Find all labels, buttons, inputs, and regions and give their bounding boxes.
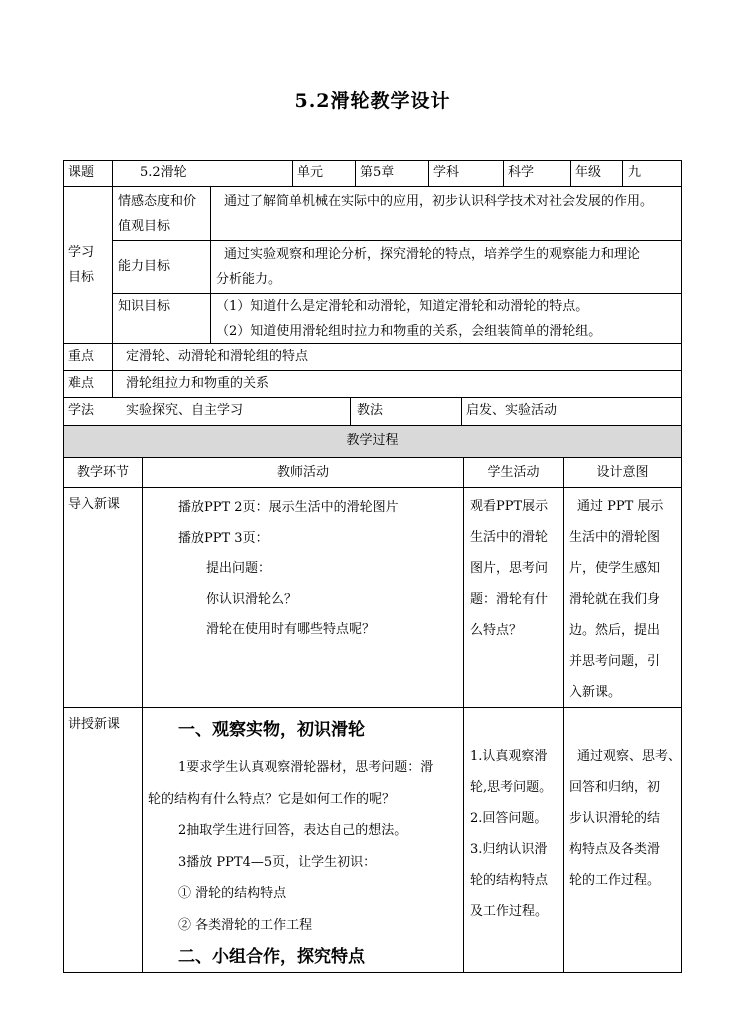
table-border [63,972,682,973]
difficulty-label: 难点 [68,376,95,391]
student-line: 轮,思考问题。 [470,780,553,795]
student-line: 图片，思考问 [470,561,549,576]
col-stage-header: 教学环节 [76,465,129,480]
teacher-line: 轮的结构有什么特点？它是如何工作的呢？ [148,791,396,807]
col-student-header: 学生活动 [487,465,540,480]
student-line: 及工作过程。 [470,904,549,919]
ability-goal-text [216,242,640,292]
teaching-method-label: 教法 [357,403,384,418]
intent-line: 构特点及各类滑 [569,842,661,857]
section-heading: 二、小组合作，探究特点 [178,947,365,967]
teacher-line: ① 滑轮的结构特点 [178,886,287,901]
teacher-line: 播放PPT 3页： [178,530,269,546]
table-border [112,160,113,398]
table-border [428,160,429,187]
intent-line: 通过观察、思考、 [577,749,682,764]
intent-line: 片，使学生感知 [569,561,661,576]
student-activity-intro [470,491,548,646]
intent-line: 回答和归纳，初 [569,780,661,795]
student-line: 生活中的滑轮 [470,530,549,545]
design-intent-new [569,741,681,896]
intent-line: 生活中的滑轮图 [569,530,661,545]
document-title: 5.2滑轮教学设计 [294,90,451,112]
table-border [503,160,504,187]
student-line: 观看PPT展示 [470,499,549,514]
intent-line: 并思考问题，引 [569,654,661,669]
stage-new-lesson: 讲授新课 [68,717,121,732]
key-point-label: 重点 [68,349,95,364]
table-border [681,160,682,973]
student-line: 2.回答问题。 [470,811,548,826]
student-line: 题：滑轮有什 [470,592,549,607]
grade-value: 九 [628,165,642,180]
ability-goal-line: 通过实验观察和理论分析，探究滑轮的特点，培养学生的观察能力和理论 [224,247,641,262]
topic-value: 5.2滑轮 [140,165,187,180]
col-teacher-header: 教师活动 [276,465,329,480]
design-intent-intro [569,491,663,708]
table-border [63,457,682,458]
grade-label: 年级 [575,165,602,180]
subject-value: 科学 [508,165,535,180]
student-activity-new [470,741,552,927]
intent-line: 入新课。 [569,685,622,700]
table-border [461,397,462,426]
goals-label [68,240,94,290]
table-border [142,457,143,973]
learning-method-value: 实验探究、自主学习 [126,403,244,418]
teacher-line: 2抽取学生进行回答，表达自己的想法。 [178,823,408,838]
section-heading: 一、观察实物，初识滑轮 [178,720,365,740]
teacher-line: 1要求学生认真观察滑轮器材，思考问题：滑 [178,760,434,775]
student-line: 么特点？ [470,623,523,638]
table-border [622,160,623,187]
difficulty-value: 滑轮组拉力和物重的关系 [126,376,270,391]
goals-label-line: 学习 [68,245,95,260]
unit-value: 第5章 [360,165,395,180]
col-intent-header: 设计意图 [596,465,649,480]
table-border [63,487,682,488]
topic-label: 课题 [68,165,95,180]
table-border [63,160,64,973]
teacher-line: 提出问题： [206,561,272,576]
ability-goal-label: 能力目标 [118,259,171,274]
teacher-line: 你认识滑轮么？ [206,591,298,607]
teacher-activity-intro [178,493,399,646]
table-border [570,160,571,187]
emotion-goal-label [118,189,196,239]
teacher-line: 播放PPT 2页：展示生活中的滑轮图片 [178,500,399,515]
teacher-line: 3播放 PPT4—5页，让学生初识： [178,854,377,870]
student-line: 轮的结构特点 [470,873,549,888]
teacher-line: ② 各类滑轮的工作工程 [178,917,313,933]
goals-label-line: 目标 [68,270,95,285]
intent-line: 滑轮就在我们身 [569,592,661,607]
key-point-value: 定滑轮、动滑轮和滑轮组的特点 [126,349,309,364]
knowledge-goal-text [216,294,601,344]
process-header: 教学过程 [346,433,399,448]
learning-method-label: 学法 [68,403,95,418]
table-border [210,186,211,344]
table-border [355,160,356,187]
knowledge-goal-label: 知识目标 [118,299,171,314]
ability-goal-line: 分析能力。 [216,272,282,287]
intent-line: 轮的工作过程。 [569,873,661,888]
table-border [63,186,682,187]
table-border [563,457,564,973]
unit-label: 单元 [297,165,324,180]
student-line: 3.归纳认识滑 [470,842,548,857]
table-border [463,457,464,973]
subject-label: 学科 [433,165,460,180]
teacher-activity-new [148,752,434,941]
table-border [350,397,351,426]
intent-line: 通过 PPT 展示 [577,499,664,514]
table-border [112,240,682,241]
stage-intro: 导入新课 [68,497,121,512]
emotion-goal-label-line: 情感态度和价 [118,194,197,209]
emotion-goal-label-line: 值观目标 [118,219,171,234]
knowledge-goal-line: （1）知道什么是定滑轮和动滑轮，知道定滑轮和动滑轮的特点。 [216,299,589,314]
teacher-line: 滑轮在使用时有哪些特点呢？ [206,622,376,637]
table-border [292,160,293,187]
intent-line: 边。然后，提出 [569,623,661,638]
intent-line: 步认识滑轮的结 [569,811,661,826]
student-line: 1.认真观察滑 [470,749,548,764]
teaching-method-value: 启发、实验活动 [466,403,558,418]
emotion-goal-text: 通过了解简单机械在实际中的应用，初步认识科学技术对社会发展的作用。 [224,194,654,209]
knowledge-goal-line: （2）知道使用滑轮组时拉力和物重的关系，会组装简单的滑轮组。 [216,324,602,339]
